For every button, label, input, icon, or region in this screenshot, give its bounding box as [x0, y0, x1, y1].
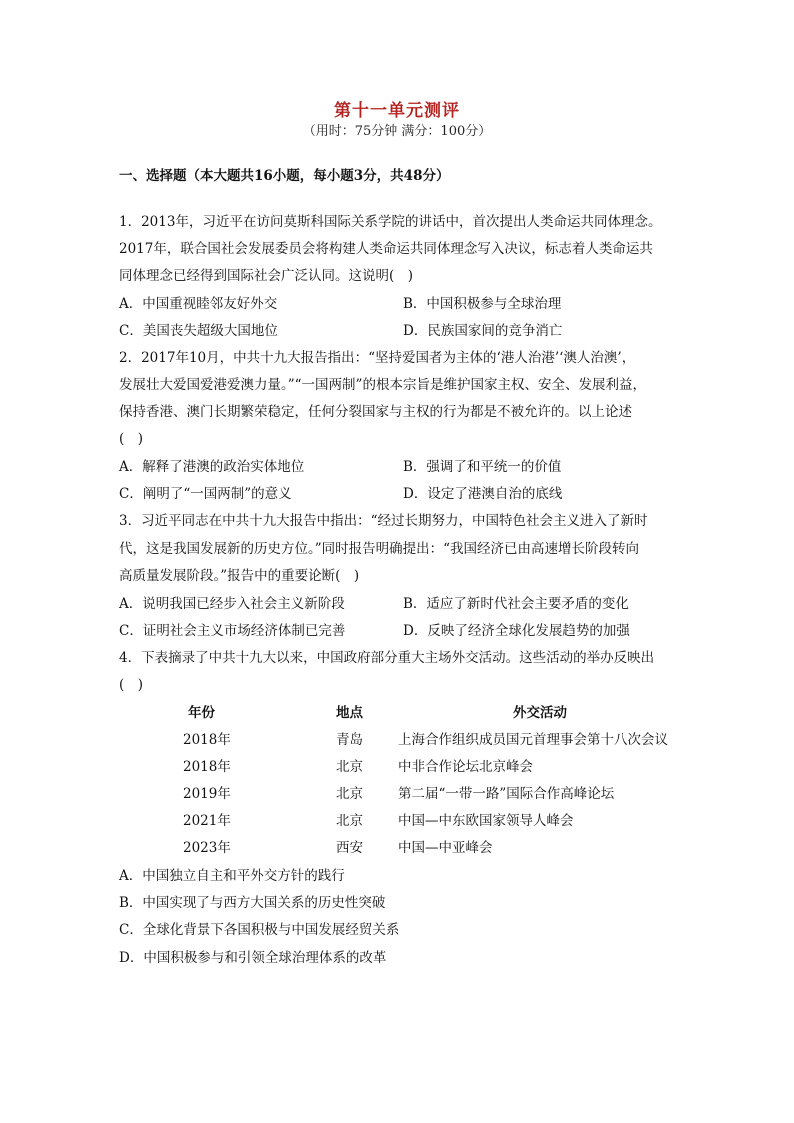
table-row-4-place: 北京: [336, 813, 363, 829]
table-header-place: 地点: [336, 705, 363, 721]
q2-option-d: D．设定了港澳自治的底线: [403, 486, 563, 502]
table-row-3-place: 北京: [336, 786, 363, 802]
q1-option-b: B．中国积极参与全球治理: [403, 296, 562, 312]
q2-line-3: 保持香港、澳门长期繁荣稳定，任何分裂国家与主权的行为都是不被允许的。以上论述: [119, 404, 632, 420]
q2-line-1: 2．2017年10月，中共十九大报告指出：“坚持爱国者为主体的‘港人治港’‘澳人治澳’，: [119, 350, 636, 366]
page-title: 第十一单元测评: [334, 101, 460, 121]
q1-option-a: A．中国重视睦邻友好外交: [119, 296, 278, 312]
q3-line-1: 3．习近平同志在中共十九大报告中指出：“经过长期努力，中国特色社会主义进入了新时: [119, 513, 648, 529]
q3-option-b: B．适应了新时代社会主要矛盾的变化: [403, 596, 629, 612]
section-heading: 一、选择题（本大题共16小题，每小题3分，共48分）: [119, 168, 450, 184]
q4-option-b: B．中国实现了与西方大国关系的历史性突破: [119, 895, 386, 911]
q2-option-b: B．强调了和平统一的价值: [403, 459, 562, 475]
table-row-2-year: 2018年: [183, 759, 231, 775]
table-row-5-place: 西安: [336, 840, 363, 856]
q2-line-2: 发展壮大爱国爱港爱澳力量。”“一国两制”的根本宗旨是维护国家主权、安全、发展利益，: [119, 377, 646, 393]
table-row-3-activity: 第二届“一带一路”国际合作高峰论坛: [398, 786, 615, 802]
table-row-5-activity: 中国—中亚峰会: [398, 840, 493, 856]
table-row-2-place: 北京: [336, 759, 363, 775]
table-row-1-year: 2018年: [183, 732, 231, 748]
q3-line-2: 代，这是我国发展新的历史方位。”同时报告明确提出：“我国经济已由高速增长阶段转向: [119, 541, 640, 557]
q1-line-1: 1．2013年，习近平在访问莫斯科国际关系学院的讲话中，首次提出人类命运共同体理念。: [119, 214, 662, 230]
q3-line-3: 高质量发展阶段。”报告中的重要论断( ): [119, 568, 360, 584]
table-row-3-year: 2019年: [183, 786, 231, 802]
q4-line-2: ( ): [119, 677, 144, 693]
table-header-year: 年份: [188, 705, 215, 721]
q3-option-c: C．证明社会主义市场经济体制已完善: [119, 623, 346, 639]
table-row-4-activity: 中国—中东欧国家领导人峰会: [398, 813, 574, 829]
q2-option-c: C．阐明了“一国两制”的意义: [119, 486, 292, 502]
q4-option-d: D．中国积极参与和引领全球治理体系的改革: [119, 950, 387, 966]
page-subtitle: （用时：75分钟 满分：100分）: [302, 124, 492, 139]
q1-option-d: D．民族国家间的竞争消亡: [403, 323, 563, 339]
q3-option-d: D．反映了经济全球化发展趋势的加强: [403, 623, 630, 639]
q4-line-1: 4．下表摘录了中共十九大以来，中国政府部分重大主场外交活动。这些活动的举办反映出: [119, 650, 655, 666]
table-row-1-place: 青岛: [336, 732, 363, 748]
table-row-1-activity: 上海合作组织成员国元首理事会第十八次会议: [398, 732, 668, 748]
q4-option-c: C．全球化背景下各国积极与中国发展经贸关系: [119, 922, 400, 938]
q4-option-a: A．中国独立自主和平外交方针的践行: [119, 868, 345, 884]
q2-option-a: A．解释了港澳的政治实体地位: [119, 459, 305, 475]
q2-line-4: ( ): [119, 431, 144, 447]
q1-option-c: C．美国丧失超级大国地位: [119, 323, 278, 339]
q1-line-2: 2017年，联合国社会发展委员会将构建人类命运共同体理念写入决议，标志着人类命运共: [119, 241, 653, 257]
table-header-activity: 外交活动: [513, 705, 567, 721]
table-row-5-year: 2023年: [183, 840, 231, 856]
table-row-2-activity: 中非合作论坛北京峰会: [398, 759, 533, 775]
table-row-4-year: 2021年: [183, 813, 231, 829]
q1-line-3: 同体理念已经得到国际社会广泛认同。这说明( ): [119, 268, 414, 284]
q3-option-a: A．说明我国已经步入社会主义新阶段: [119, 596, 345, 612]
